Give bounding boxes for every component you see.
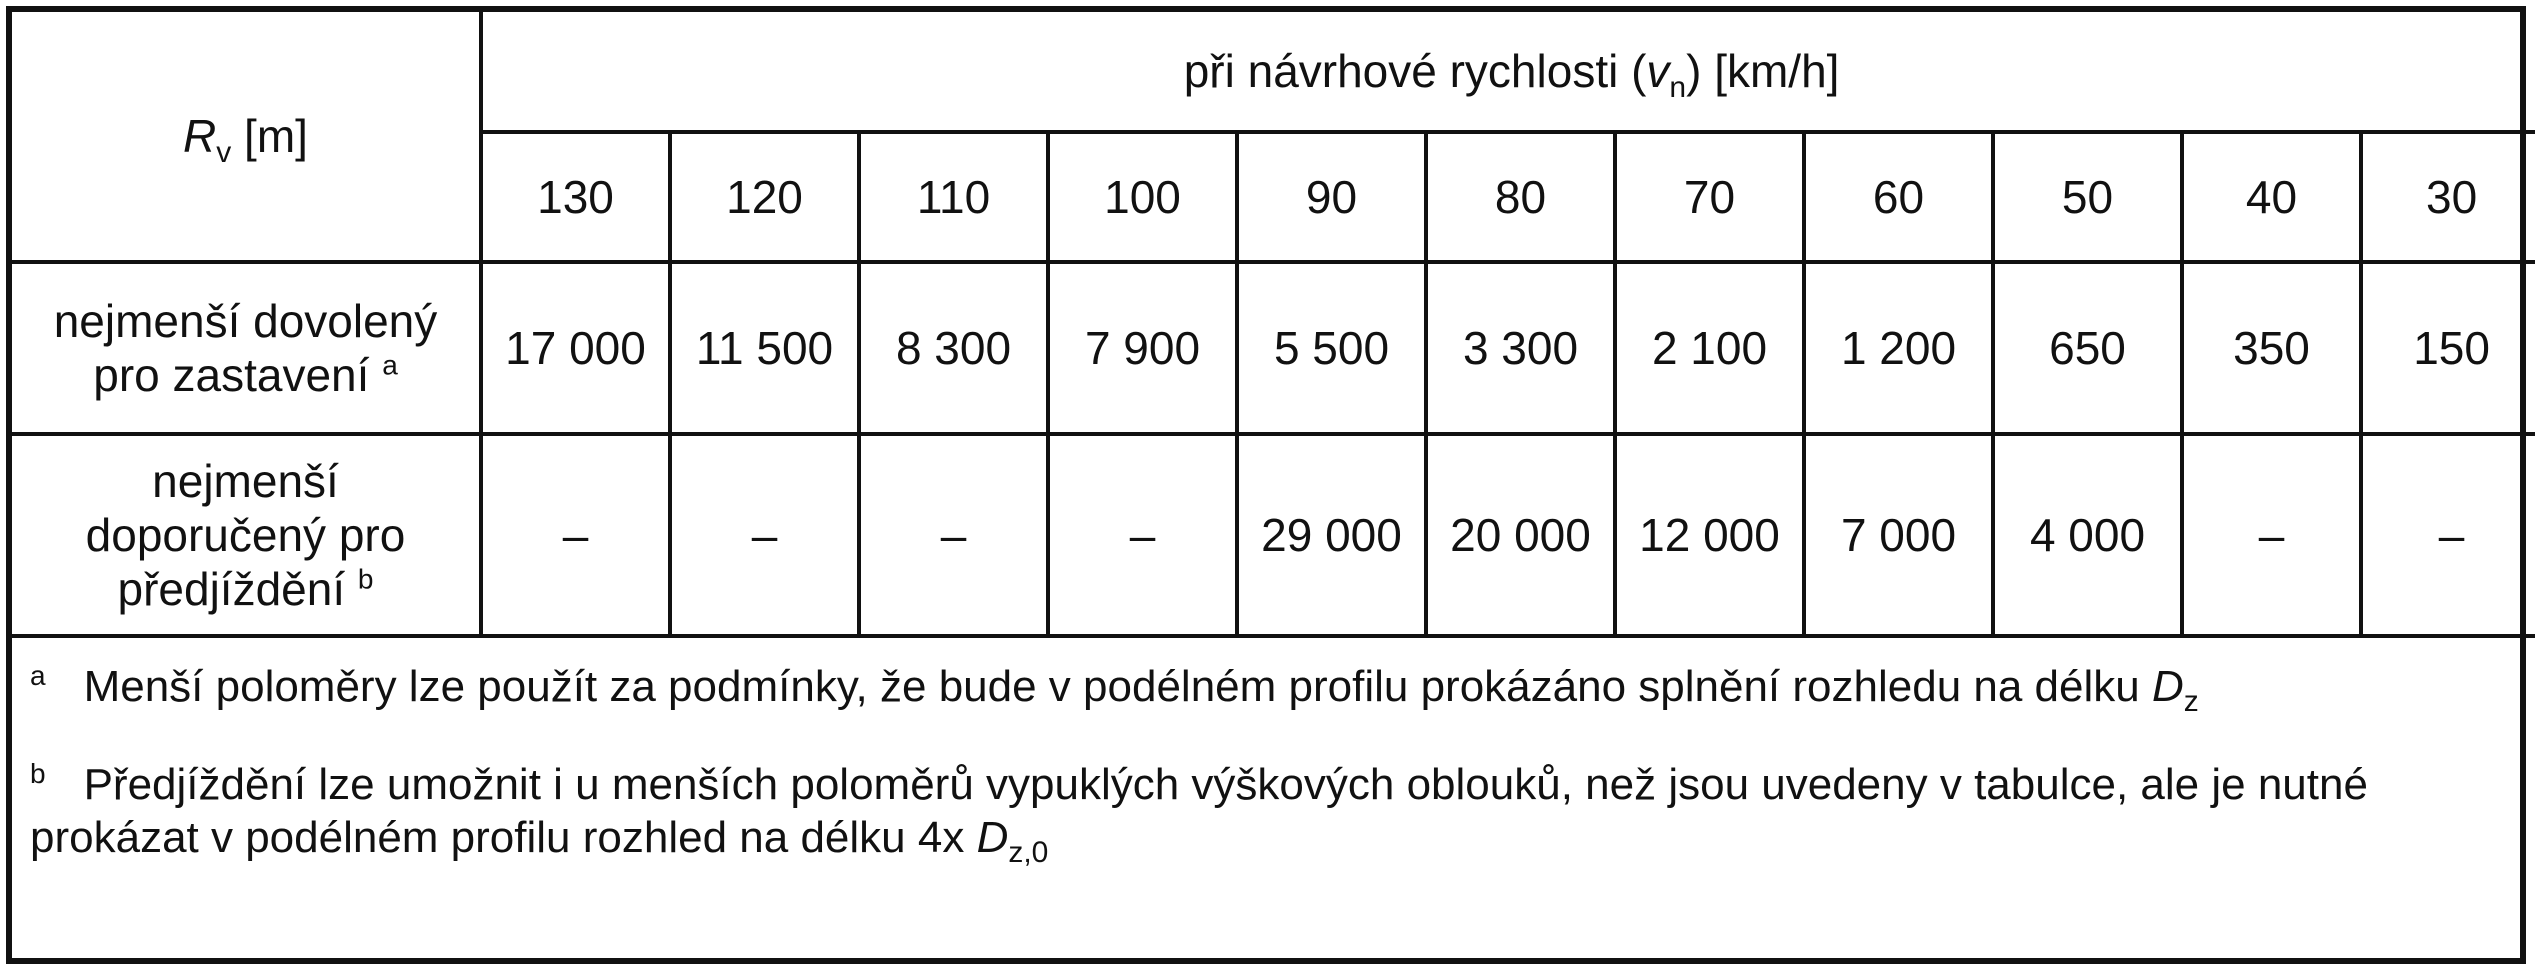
speed-header-cell: 90 [1237, 132, 1426, 262]
speed-caption: při návrhové rychlosti $(v_n)$ [km/h] [481, 12, 2535, 132]
speed-header-cell: 40 [2182, 132, 2361, 262]
speed-header-cell: 110 [859, 132, 1048, 262]
footnote-ref-a: a [382, 349, 398, 381]
value-cell: 350 [2182, 262, 2361, 434]
table-row [12, 262, 2535, 434]
radius-symbol: R [183, 110, 217, 162]
footnote-mark: a [30, 660, 46, 692]
value-cell: 17 000 [481, 262, 670, 434]
speed-header-cell: 50 [1993, 132, 2182, 262]
value-cell: – [2182, 434, 2361, 636]
value-cell: 29 000 [1237, 434, 1426, 636]
footnote-mark: b [30, 758, 46, 790]
radius-symbol-sub: v [216, 136, 232, 170]
table-row [12, 434, 2535, 636]
value-cell: – [2361, 434, 2535, 636]
footnote-a: $^a$ Menší poloměry lze použít za podmínky, že bude v podélném profilu prokázáno splnění rozhledu na délku $D_z$ [30, 660, 2199, 718]
speed-header-cell: 70 [1615, 132, 1804, 262]
footnote-text: Menší poloměry lze použít za podmínky, že bude v podélném profilu prokázáno splnění rozhledu na délku [83, 662, 2152, 711]
value-cell: 12 000 [1615, 434, 1804, 636]
value-cell: 7 900 [1048, 262, 1237, 434]
table-frame [6, 6, 2526, 964]
value-cell: 2 100 [1615, 262, 1804, 434]
speed-header-cell: 100 [1048, 132, 1237, 262]
speed-symbol-sub: n [1669, 71, 1687, 105]
speed-header-cell: 30 [2361, 132, 2535, 262]
row-label-header [12, 12, 481, 262]
value-cell: 4 000 [1993, 434, 2182, 636]
value-cell: – [1048, 434, 1237, 636]
value-cell: 11 500 [670, 262, 859, 434]
value-cell: 150 [2361, 262, 2535, 434]
row-label-overtaking: nejmenší doporučený pro předjíždění $^b$ [12, 434, 481, 636]
footnote-b: $^b$ Předjíždění lze umožnit i u menších poloměrů vypuklých výškových oblouků, než jsou uvedeny v tabulce, ale je nutné prokázat v podélném profilu rozhled na délku 4x $D_{z,0}$ [30, 758, 2368, 870]
row-label-stopping: nejmenší dovolený pro zastavení $^a$ [12, 262, 481, 434]
value-cell: 650 [1993, 262, 2182, 434]
value-cell: 3 300 [1426, 262, 1615, 434]
value-cell: – [859, 434, 1048, 636]
footnote-text: Předjíždění lze umožnit i u menších poloměrů vypuklých výškových oblouků, než jsou uvedeny v tabulce, ale je nutné prokázat v podélném profilu rozhled na délku 4x [30, 759, 2368, 863]
value-cell: 20 000 [1426, 434, 1615, 636]
speed-header-cell: 80 [1426, 132, 1615, 262]
value-cell: – [670, 434, 859, 636]
value-cell: 1 200 [1804, 262, 1993, 434]
speed-header-cell: 130 [481, 132, 670, 262]
speed-header-cell: 60 [1804, 132, 1993, 262]
footnote-ref-b: b [357, 563, 374, 595]
radius-unit: [m] [231, 110, 308, 162]
speed-header-cell: 120 [670, 132, 859, 262]
value-cell: 5 500 [1237, 262, 1426, 434]
value-cell: – [481, 434, 670, 636]
radius-table [12, 12, 2535, 638]
footnotes [12, 646, 2520, 958]
value-cell: 8 300 [859, 262, 1048, 434]
speed-symbol: v [1646, 45, 1670, 97]
value-cell: 7 000 [1804, 434, 1993, 636]
